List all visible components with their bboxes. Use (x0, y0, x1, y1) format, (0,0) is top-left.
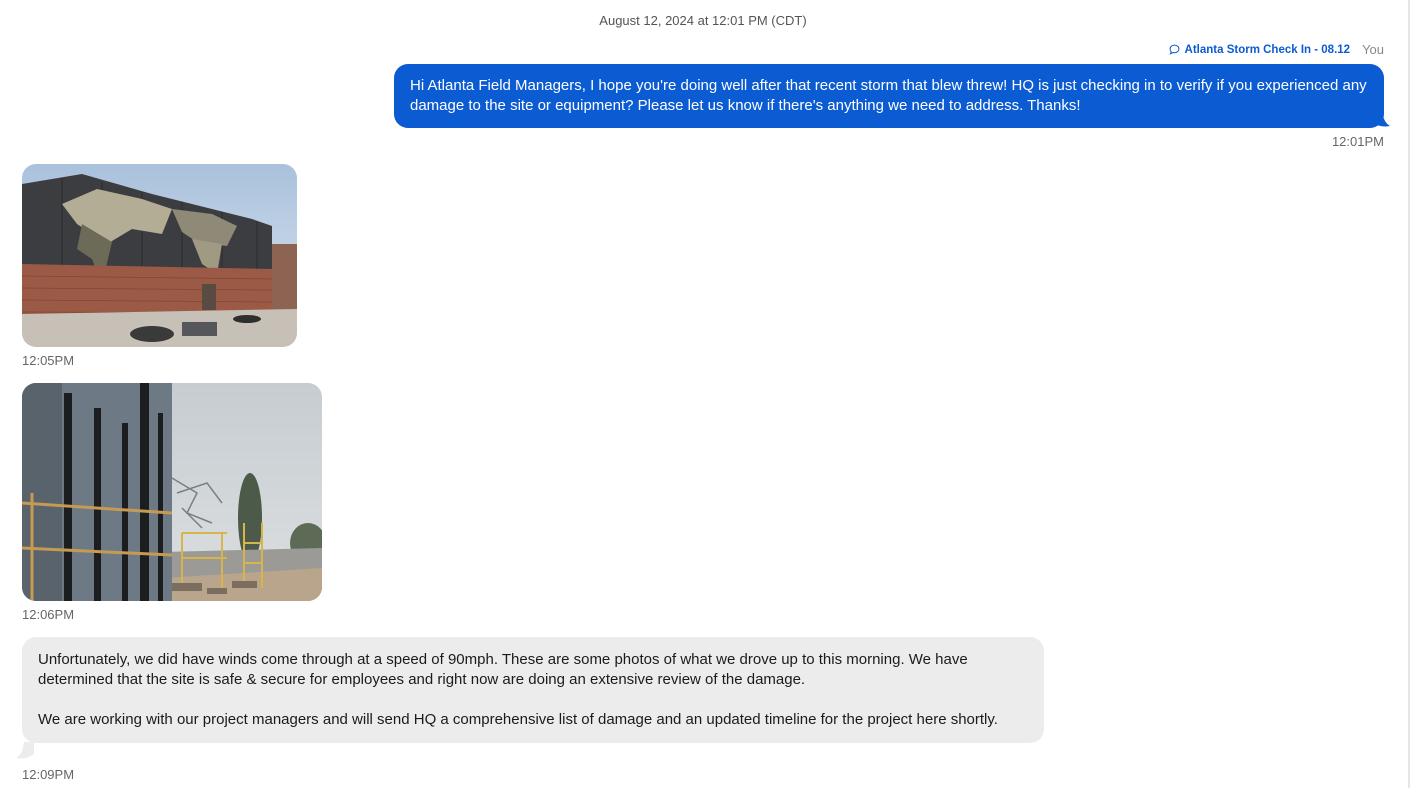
outgoing-message-text: Hi Atlanta Field Managers, I hope you're doing well after that recent storm that blew threw! HQ is just checking in to verify if you experienced any damage to the site or equipment? Please let us know if there's anything we need to address. Thanks! (410, 77, 1367, 114)
outgoing-bubble-tail (1372, 110, 1390, 128)
incoming-bubble-tail (16, 742, 34, 760)
outgoing-message-bubble (394, 64, 1384, 128)
image-message-time: 12:06PM (22, 607, 75, 622)
damaged-scaffolding-photo[interactable] (22, 383, 322, 601)
outgoing-message-meta (1169, 42, 1384, 57)
sender-label: You (1362, 42, 1384, 57)
incoming-message-paragraph: Unfortunately, we did have winds come through at a speed of 90mph. These are some photos of what we drove up to this morning. We have determined that the site is safe & secure for employees and right now are doing an extensive review of the damage. (38, 651, 968, 688)
outgoing-message-time: 12:01PM (1331, 134, 1384, 149)
image-message-time: 12:05PM (22, 353, 75, 368)
incoming-message-time: 12:09PM (22, 767, 75, 782)
chat-bubble-icon (1169, 44, 1180, 55)
incoming-message-bubble (22, 637, 1044, 743)
storm-damaged-building-photo[interactable] (22, 164, 297, 347)
incoming-message-paragraph: We are working with our project managers and will send HQ a comprehensive list of damage and an updated timeline for the project here shortly. (38, 711, 998, 728)
thread-date-header: August 12, 2024 at 12:01 PM (CDT) (599, 13, 807, 28)
campaign-label: Atlanta Storm Check In - 08.12 (1184, 43, 1351, 56)
campaign-link[interactable] (1169, 44, 1351, 56)
